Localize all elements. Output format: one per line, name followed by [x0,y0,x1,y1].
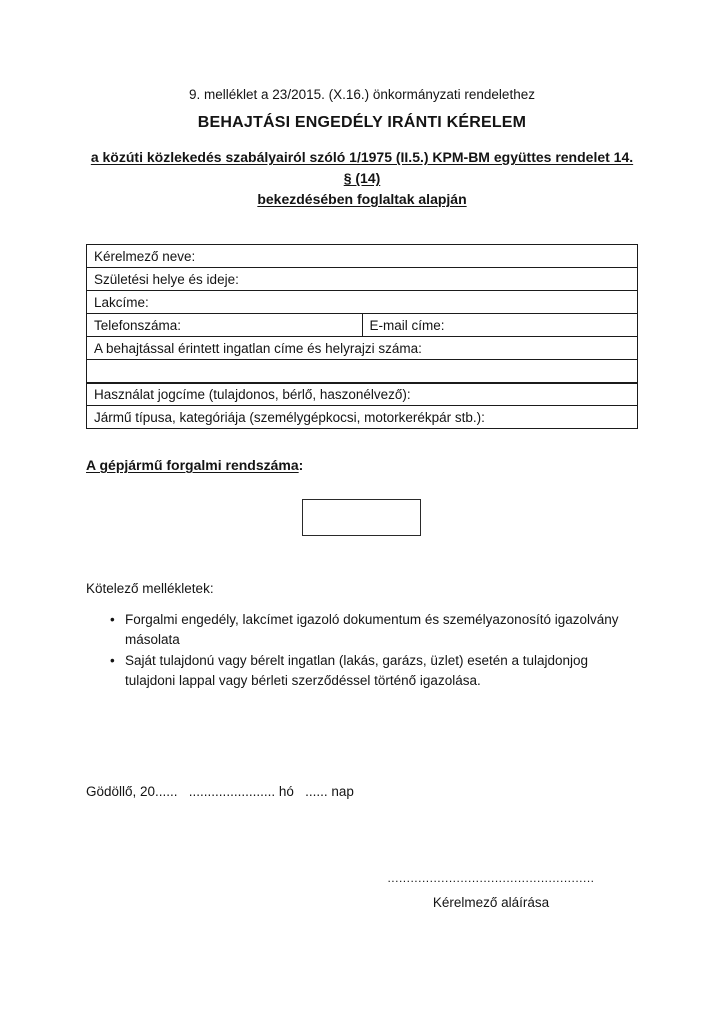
field-address: Lakcíme: [87,291,638,314]
plate-number-box [302,499,421,536]
bullet-icon [110,651,125,690]
field-usage-title: Használat jogcíme (tulajdonos, bérlő, haszonélvező): [87,383,638,406]
field-property-address-extra [87,360,638,383]
legal-basis-text [86,147,638,210]
field-birth-place-date: Születési helye és ideje: [87,268,638,291]
plate-number-label-text: A gépjármű forgalmi rendszáma [86,457,299,473]
table-row [87,383,638,406]
date-line: Gödöllő, 20...... ....................... hó ...... nap [86,784,354,799]
field-applicant-name: Kérelmező neve: [87,245,638,268]
attachment-item-text: Forgalmi engedély, lakcímet igazoló dokumentum és személyazonosító igazolvány másolata [125,612,619,647]
table-row [87,406,638,429]
plate-number-label-colon: : [298,457,304,473]
attachment-item-text: Saját tulajdonú vagy bérelt ingatlan (lakás, garázs, üzlet) esetén a tulajdonjog tulajdoni lappal vagy bérleti szerződéssel történő igazolása. [125,653,589,688]
attachments-heading: Kötelező mellékletek: [86,581,214,596]
list-item [86,651,638,690]
applicant-data-table [86,244,638,429]
bullet-icon [110,610,125,649]
table-row [87,268,638,291]
plate-number-label [86,457,638,473]
table-row [87,337,638,360]
document-title: BEHAJTÁSI ENGEDÉLY IRÁNTI KÉRELEM [197,114,527,131]
list-item [86,610,638,649]
legal-basis-line-1: a közúti közlekedés szabályairól szóló 1/1975 (II.5.) KPM-BM együttes rendelet 14. § (14) [90,149,634,186]
signature-block [385,871,597,911]
field-phone: Telefonszáma: [87,314,363,337]
field-property-address: A behajtással érintett ingatlan címe és helyrajzi száma: [87,337,638,360]
signature-dotted-line: ...................................................... [387,871,595,885]
field-vehicle-type: Jármű típusa, kategóriája (személygépkocsi, motorkerékpár stb.): [87,406,638,429]
table-row [87,245,638,268]
annex-reference-line: 9. melléklet a 23/2015. (X.16.) önkormányzati rendelethez [189,87,535,102]
table-row [87,291,638,314]
signature-label: Kérelmező aláírása [432,895,550,910]
legal-basis-line-2: bekezdésében foglaltak alapján [257,191,467,207]
table-row [87,360,638,383]
attachment-list [86,610,638,690]
field-email: E-mail címe: [362,314,638,337]
table-row [87,314,638,337]
